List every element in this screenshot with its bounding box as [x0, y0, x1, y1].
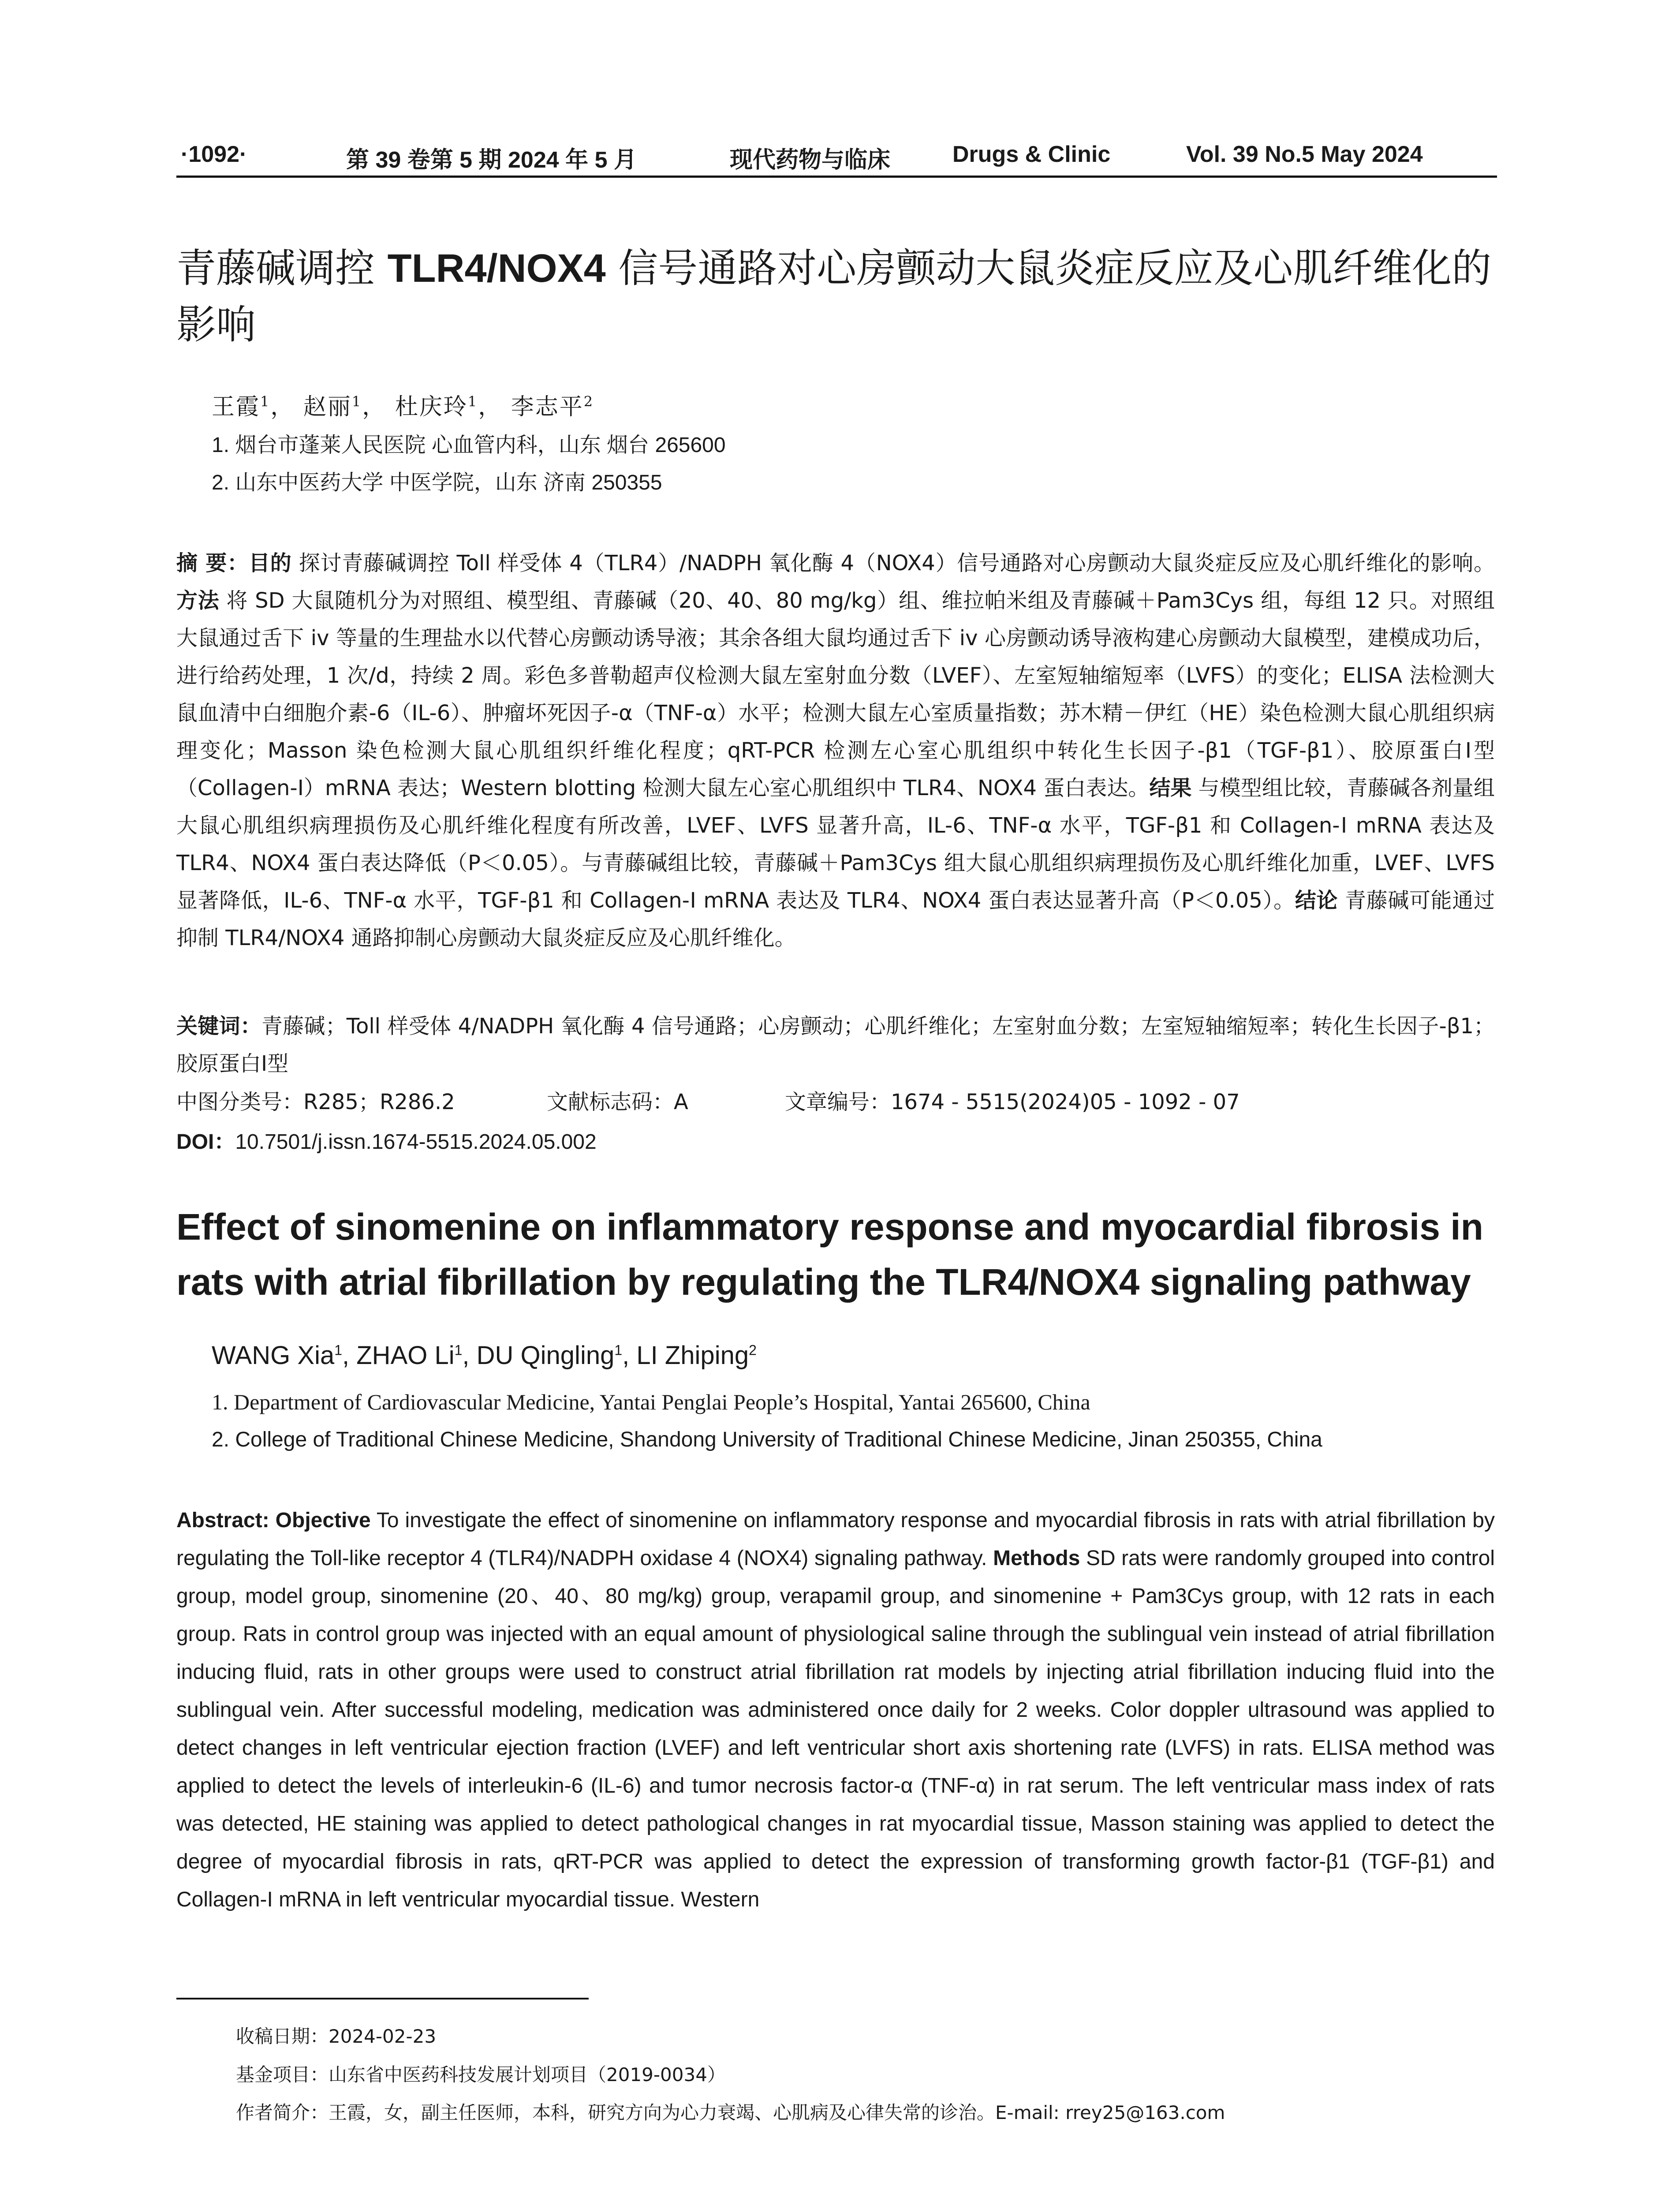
objective-label: 目的: [248, 551, 292, 576]
title-cn: [176, 240, 1499, 353]
issue-cn: 第 39 卷第 5 期 2024 年 5 月: [346, 147, 637, 173]
affiliation-en-1: 1. Department of Cardiovascular Medicine, Yantai Penglai People’s Hospital, Yantai 265600, China: [212, 1390, 1090, 1414]
methods-label-en: Methods: [993, 1547, 1080, 1570]
clc-number: 中图分类号：R285；R286.2: [176, 1090, 455, 1114]
author-cn: 李志平: [511, 394, 584, 420]
doi-label: DOI：: [176, 1130, 235, 1154]
doi-value: 10.7501/j.issn.1674-5515.2024.05.002: [235, 1130, 597, 1154]
journal-name-en: Drugs & Clinic: [952, 142, 1111, 167]
abstract-cn-label: 摘 要：: [176, 551, 249, 576]
keywords-cn: [176, 1008, 1495, 1083]
methods-text-en: SD rats were randomly grouped into control group, model group, sinomenine (20、40、80 mg/kg) group, verapamil group, and sinomenine + Pam3Cys group, with 12 rats in each group. Rats in control group was injected with an equal amount of physiological saline through the sublingual vein instead of atrial fibrillation inducing fluid, rats in other groups were used to construct atrial fibrillation rat models by injecting atrial fibrillation inducing fluid into the sublingual vein. After successful modeling, medication was administered once daily for 2 weeks. Color doppler ultrasound was applied to detect changes in left ventricular ejection fraction (LVEF) and left ventricular short axis shortening rate (LVFS) in rats. ELISA method was applied to detect the levels of interleukin-6 (IL-6) and tumor necrosis factor-α (TNF-α) in rat serum. The left ventricular mass index of rats was detected, HE staining was applied to detect pathological changes in rat myocardial tissue, Masson staining was applied to detect the degree of myocardial fibrosis in rats, qRT-PCR was applied to detect the expression of transforming growth factor-β1 (TGF-β1) and Collagen-I mRNA in left ventricular myocardial tissue. Western: [176, 1547, 1495, 1911]
footnote-rule: [176, 1998, 589, 1999]
author-en: WANG Xia: [212, 1341, 335, 1370]
objective-label-en: Objective: [275, 1509, 371, 1532]
results-text: 与模型组比较，青藤碱各剂量组大鼠心肌组织病理损伤及心肌纤维化程度有所改善，LVEF、LVFS 显著升高，IL-6、TNF-α 水平，TGF-β1 和 Collagen-Ⅰ mRNA 表达及 TLR4、NOX4 蛋白表达降低（P＜0.05）。与青藤碱组比较，青藤碱＋Pam3Cys 组大鼠心肌组织病理损伤及心肌纤维化加重，LVEF、LVFS 显著降低，IL-6、TNF-α 水平，TGF-β1 和 Collagen-Ⅰ mRNA 表达及 TLR4、NOX4 蛋白表达显著升高（P＜0.05）。: [176, 776, 1495, 913]
author-sup: 1: [467, 393, 478, 410]
methods-label: 方法: [176, 588, 220, 613]
header-rule: [176, 176, 1497, 178]
journal-name-cn: 现代药物与临床: [730, 146, 891, 173]
page-number: ·1092·: [181, 142, 247, 167]
author-cn: 王霞: [212, 394, 261, 420]
conclusion-label: 结论: [1295, 888, 1338, 913]
results-label: 结果: [1149, 776, 1192, 800]
author-cn: 杜庆玲: [395, 394, 468, 420]
keywords-text: 青藤碱；Toll 样受体 4/NADPH 氧化酶 4 信号通路；心房颤动；心肌纤维化；左室射血分数；左室短轴缩短率；转化生长因子-β1；胶原蛋白Ⅰ型: [176, 1014, 1495, 1076]
abstract-cn: [176, 545, 1495, 957]
doi: [176, 1125, 597, 1155]
abstract-en-label: Abstract:: [176, 1509, 276, 1532]
affiliation-en-2: 2. College of Traditional Chinese Medicine, Shandong University of Traditional Chinese Medicine, Jinan 250355, China: [212, 1428, 1322, 1451]
affiliation-cn-1: 1. 烟台市蓬莱人民医院 心血管内科，山东 烟台 265600: [212, 434, 726, 457]
author-sup: 1: [334, 1342, 343, 1358]
authors-cn: 王霞$^1$， 赵丽$^1$， 杜庆玲$^1$， 李志平$^2$: [212, 393, 594, 420]
authors-en: WANG Xia$^1$, ZHAO Li$^1$, DU Qingling$^1$, LI Zhiping$^2$: [212, 1341, 757, 1370]
title-cn-part1: 青藤碱调控: [176, 245, 388, 292]
objective-text: 探讨青藤碱调控 Toll 样受体 4（TLR4）/NADPH 氧化酶 4（NOX4）信号通路对心房颤动大鼠炎症反应及心肌纤维化的影响。: [291, 551, 1495, 576]
author-en: ZHAO Li: [356, 1341, 455, 1370]
footnote-author: 作者简介：王霞，女，副主任医师，本科，研究方向为心力衰竭、心肌病及心律失常的诊治。E-mail: rrey25@163.com: [236, 2102, 1225, 2123]
article-number: 文章编号：1674 - 5515(2024)05 - 1092 - 07: [785, 1090, 1240, 1114]
objective-text-en: To investigate the effect of sinomenine on inflammatory response and myocardial fibrosis in rats with atrial fibrillation by regulating the Toll-like receptor 4 (TLR4)/NADPH oxidase 4 (NOX4) signaling pathway.: [176, 1509, 1495, 1570]
methods-text: 将 SD 大鼠随机分为对照组、模型组、青藤碱（20、40、80 mg/kg）组、维拉帕米组及青藤碱＋Pam3Cys 组，每组 12 只。对照组大鼠通过舌下 iv 等量的生理盐水以代替心房颤动诱导液；其余各组大鼠均通过舌下 iv 心房颤动诱导液构建心房颤动大鼠模型，建模成功后，进行给药处理，1 次/d，持续 2 周。彩色多普勒超声仪检测大鼠左室射血分数（LVEF）、左室短轴缩短率（LVFS）的变化；ELISA 法检测大鼠血清中白细胞介素-6（IL-6）、肿瘤坏死因子-α（TNF-α）水平；检测大鼠左心室质量指数；苏木精－伊红（HE）染色检测大鼠心肌组织病理变化；Masson 染色检测大鼠心肌组织纤维化程度；qRT-PCR 检测左心室心肌组织中转化生长因子-β1（TGF-β1）、胶原蛋白Ⅰ型（Collagen-Ⅰ）mRNA 表达；Western blotting 检测大鼠左心室心肌组织中 TLR4、NOX4 蛋白表达。: [176, 588, 1495, 800]
title-en: Effect of sinomenine on inflammatory response and myocardial fibrosis in rats with atrial fibrillation by regulating the TLR4/NOX4 signaling pathway: [176, 1206, 1483, 1303]
author-sup: 1: [351, 393, 362, 410]
author-sup: 2: [749, 1342, 757, 1358]
author-en: DU Qingling: [476, 1341, 615, 1370]
footnote-fund: 基金项目：山东省中医药科技发展计划项目（2019-0034）: [236, 2064, 726, 2085]
affiliation-cn-2: 2. 山东中医药大学 中医学院，山东 济南 250355: [212, 471, 662, 494]
author-sup: 2: [583, 393, 594, 410]
author-sup: 1: [260, 393, 271, 410]
running-header: [176, 132, 1499, 176]
conclusion-text: 青藤碱可能通过抑制 TLR4/NOX4 通路抑制心房颤动大鼠炎症反应及心肌纤维化。: [176, 888, 1495, 950]
title-cn-part3: 信号通路对心房颤动大鼠炎症反应及心肌纤维化的影响: [176, 245, 1492, 348]
title-cn-part2: TLR4/NOX4: [387, 247, 606, 291]
author-sup: 1: [454, 1342, 463, 1358]
footnote-received: 收稿日期：2024-02-23: [236, 2026, 437, 2047]
abstract-en: [176, 1502, 1495, 1919]
document-code: 文献标志码：A: [547, 1090, 688, 1114]
author-cn: 赵丽: [303, 394, 352, 420]
issue-en: Vol. 39 No.5 May 2024: [1186, 142, 1423, 167]
keywords-label: 关键词：: [176, 1014, 262, 1039]
author-en: LI Zhiping: [636, 1341, 749, 1370]
author-sup: 1: [614, 1342, 623, 1358]
